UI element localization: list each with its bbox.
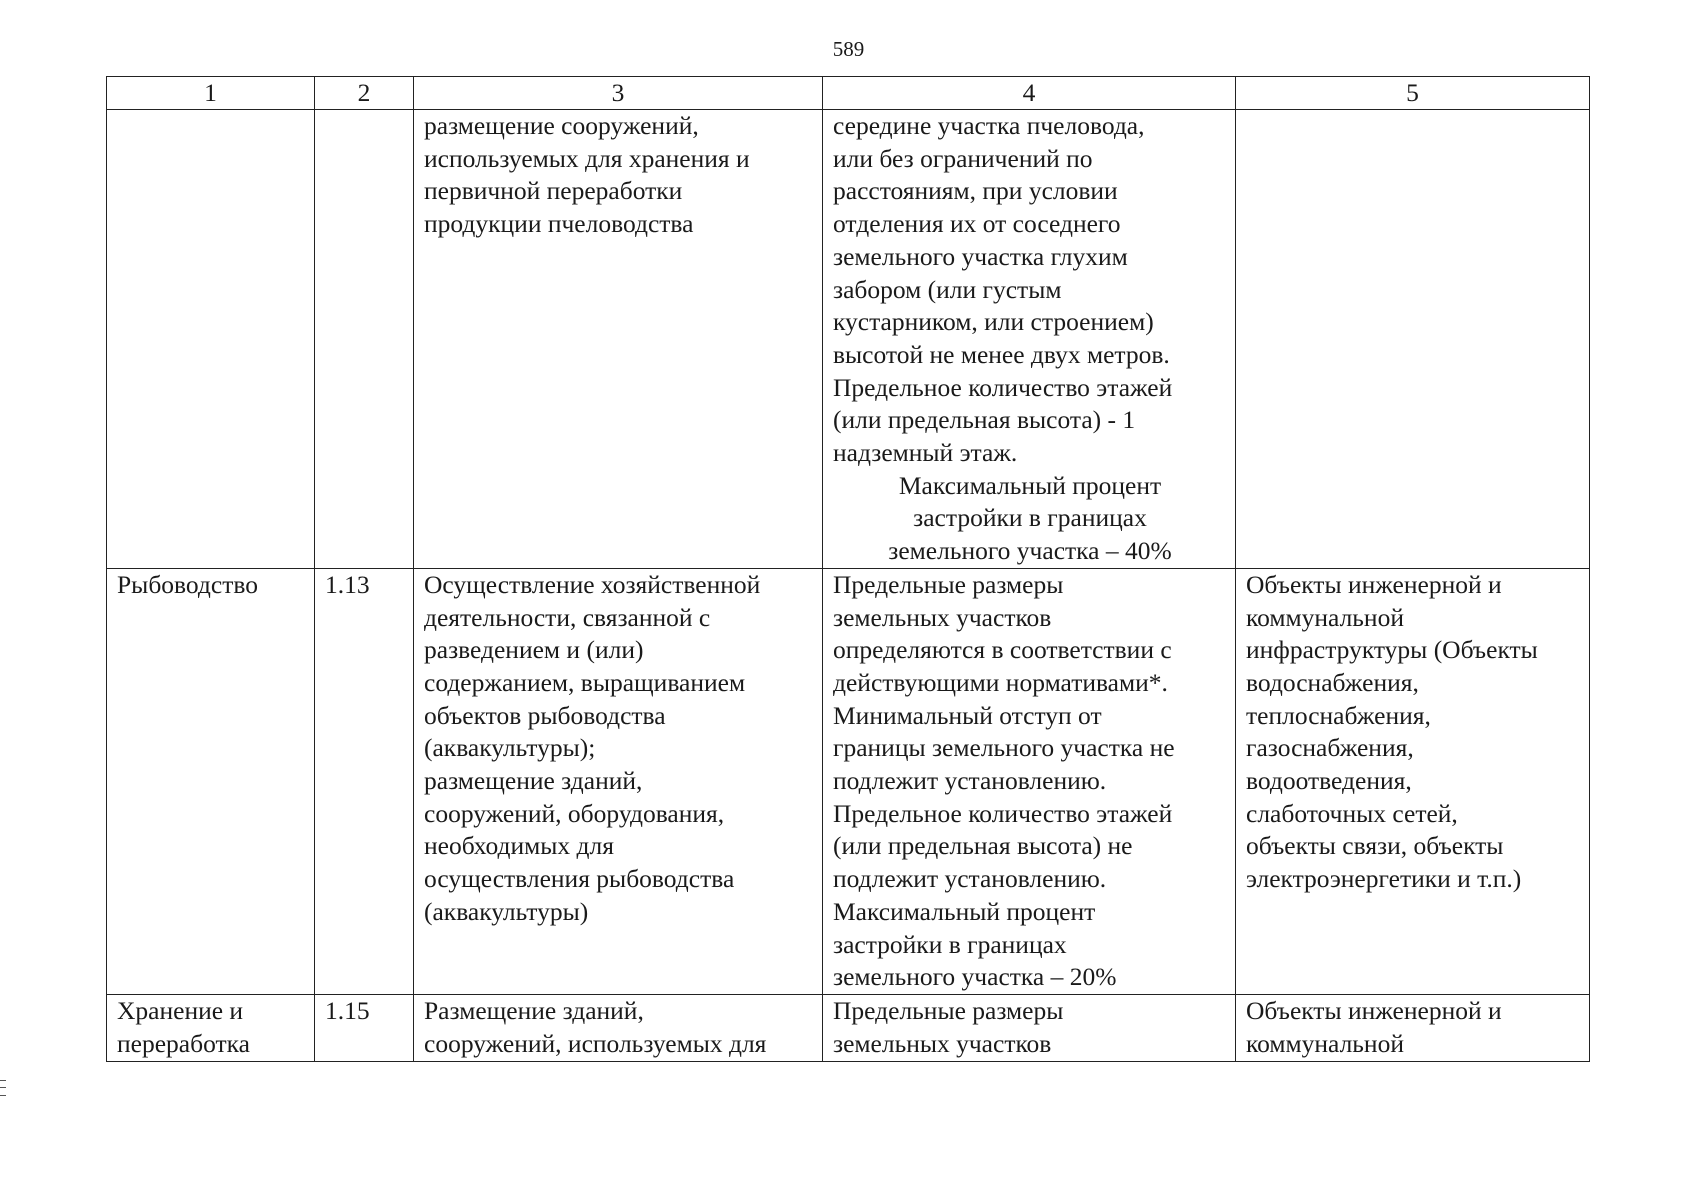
header-row bbox=[107, 77, 1590, 110]
cell-code bbox=[315, 110, 414, 569]
header-col-2: 2 bbox=[315, 77, 414, 110]
parameters-text: середине участка пчеловода, или без ограничений по расстояниям, при условии отделения их от соседнего земельного участка глухим забором (или густым кустарником, или строением) высотой не менее двух метров. Предельное количество этажей (или предельная высота) - 1 надземный этаж. bbox=[833, 111, 1173, 468]
table-row bbox=[107, 568, 1590, 994]
table-body bbox=[107, 110, 1590, 1062]
cell-auxiliary-uses: Объекты инженерной и коммунальной bbox=[1236, 994, 1590, 1061]
regulations-table bbox=[106, 76, 1590, 1062]
table-row bbox=[107, 110, 1590, 569]
header-col-1: 1 bbox=[107, 77, 315, 110]
cell-parameters bbox=[823, 110, 1236, 569]
cell-description: Осуществление хозяйственной деятельности, связанной с разведением и (или) содержанием, выращиванием объектов рыбоводства (аквакультуры); размещение зданий, сооружений, оборудования, необходимых для осуществления рыбоводства (аквакультуры) bbox=[414, 568, 823, 994]
cell-description: Размещение зданий, сооружений, используемых для bbox=[414, 994, 823, 1061]
cell-description: размещение сооружений, используемых для хранения и первичной переработки продукции пчеловодства bbox=[414, 110, 823, 569]
cell-code: 1.13 bbox=[315, 568, 414, 994]
cell-parameters: Предельные размеры земельных участков bbox=[823, 994, 1236, 1061]
cell-use-type bbox=[107, 110, 315, 569]
page-number: 589 bbox=[832, 37, 865, 61]
table-header bbox=[107, 77, 1590, 110]
parameters-centered-text: Максимальный процент застройки в границах земельного участка – 40% bbox=[888, 470, 1172, 566]
header-col-4: 4 bbox=[823, 77, 1236, 110]
cell-parameters: Предельные размеры земельных участков определяются в соответствии с действующими нормативами*. Минимальный отступ от границы земельного участка не подлежит установлению. Предельное количество этажей (или предельная высота) не подлежит установлению. Максимальный процент застройки в границах земельного участка – 20% bbox=[823, 568, 1236, 994]
cell-auxiliary-uses: Объекты инженерной и коммунальной инфраструктуры (Объекты водоснабжения, теплоснабжения, газоснабжения, водоотведения, слаботочных сетей, объекты связи, объекты электроэнергетики и т.п.) bbox=[1236, 568, 1590, 994]
cell-auxiliary-uses bbox=[1236, 110, 1590, 569]
cell-use-type: Рыбоводство bbox=[107, 568, 315, 994]
scan-edge-mark bbox=[0, 1080, 6, 1096]
cell-code: 1.15 bbox=[315, 994, 414, 1061]
table-row bbox=[107, 994, 1590, 1061]
header-col-3: 3 bbox=[414, 77, 823, 110]
cell-use-type: Хранение и переработка bbox=[107, 994, 315, 1061]
header-col-5: 5 bbox=[1236, 77, 1590, 110]
